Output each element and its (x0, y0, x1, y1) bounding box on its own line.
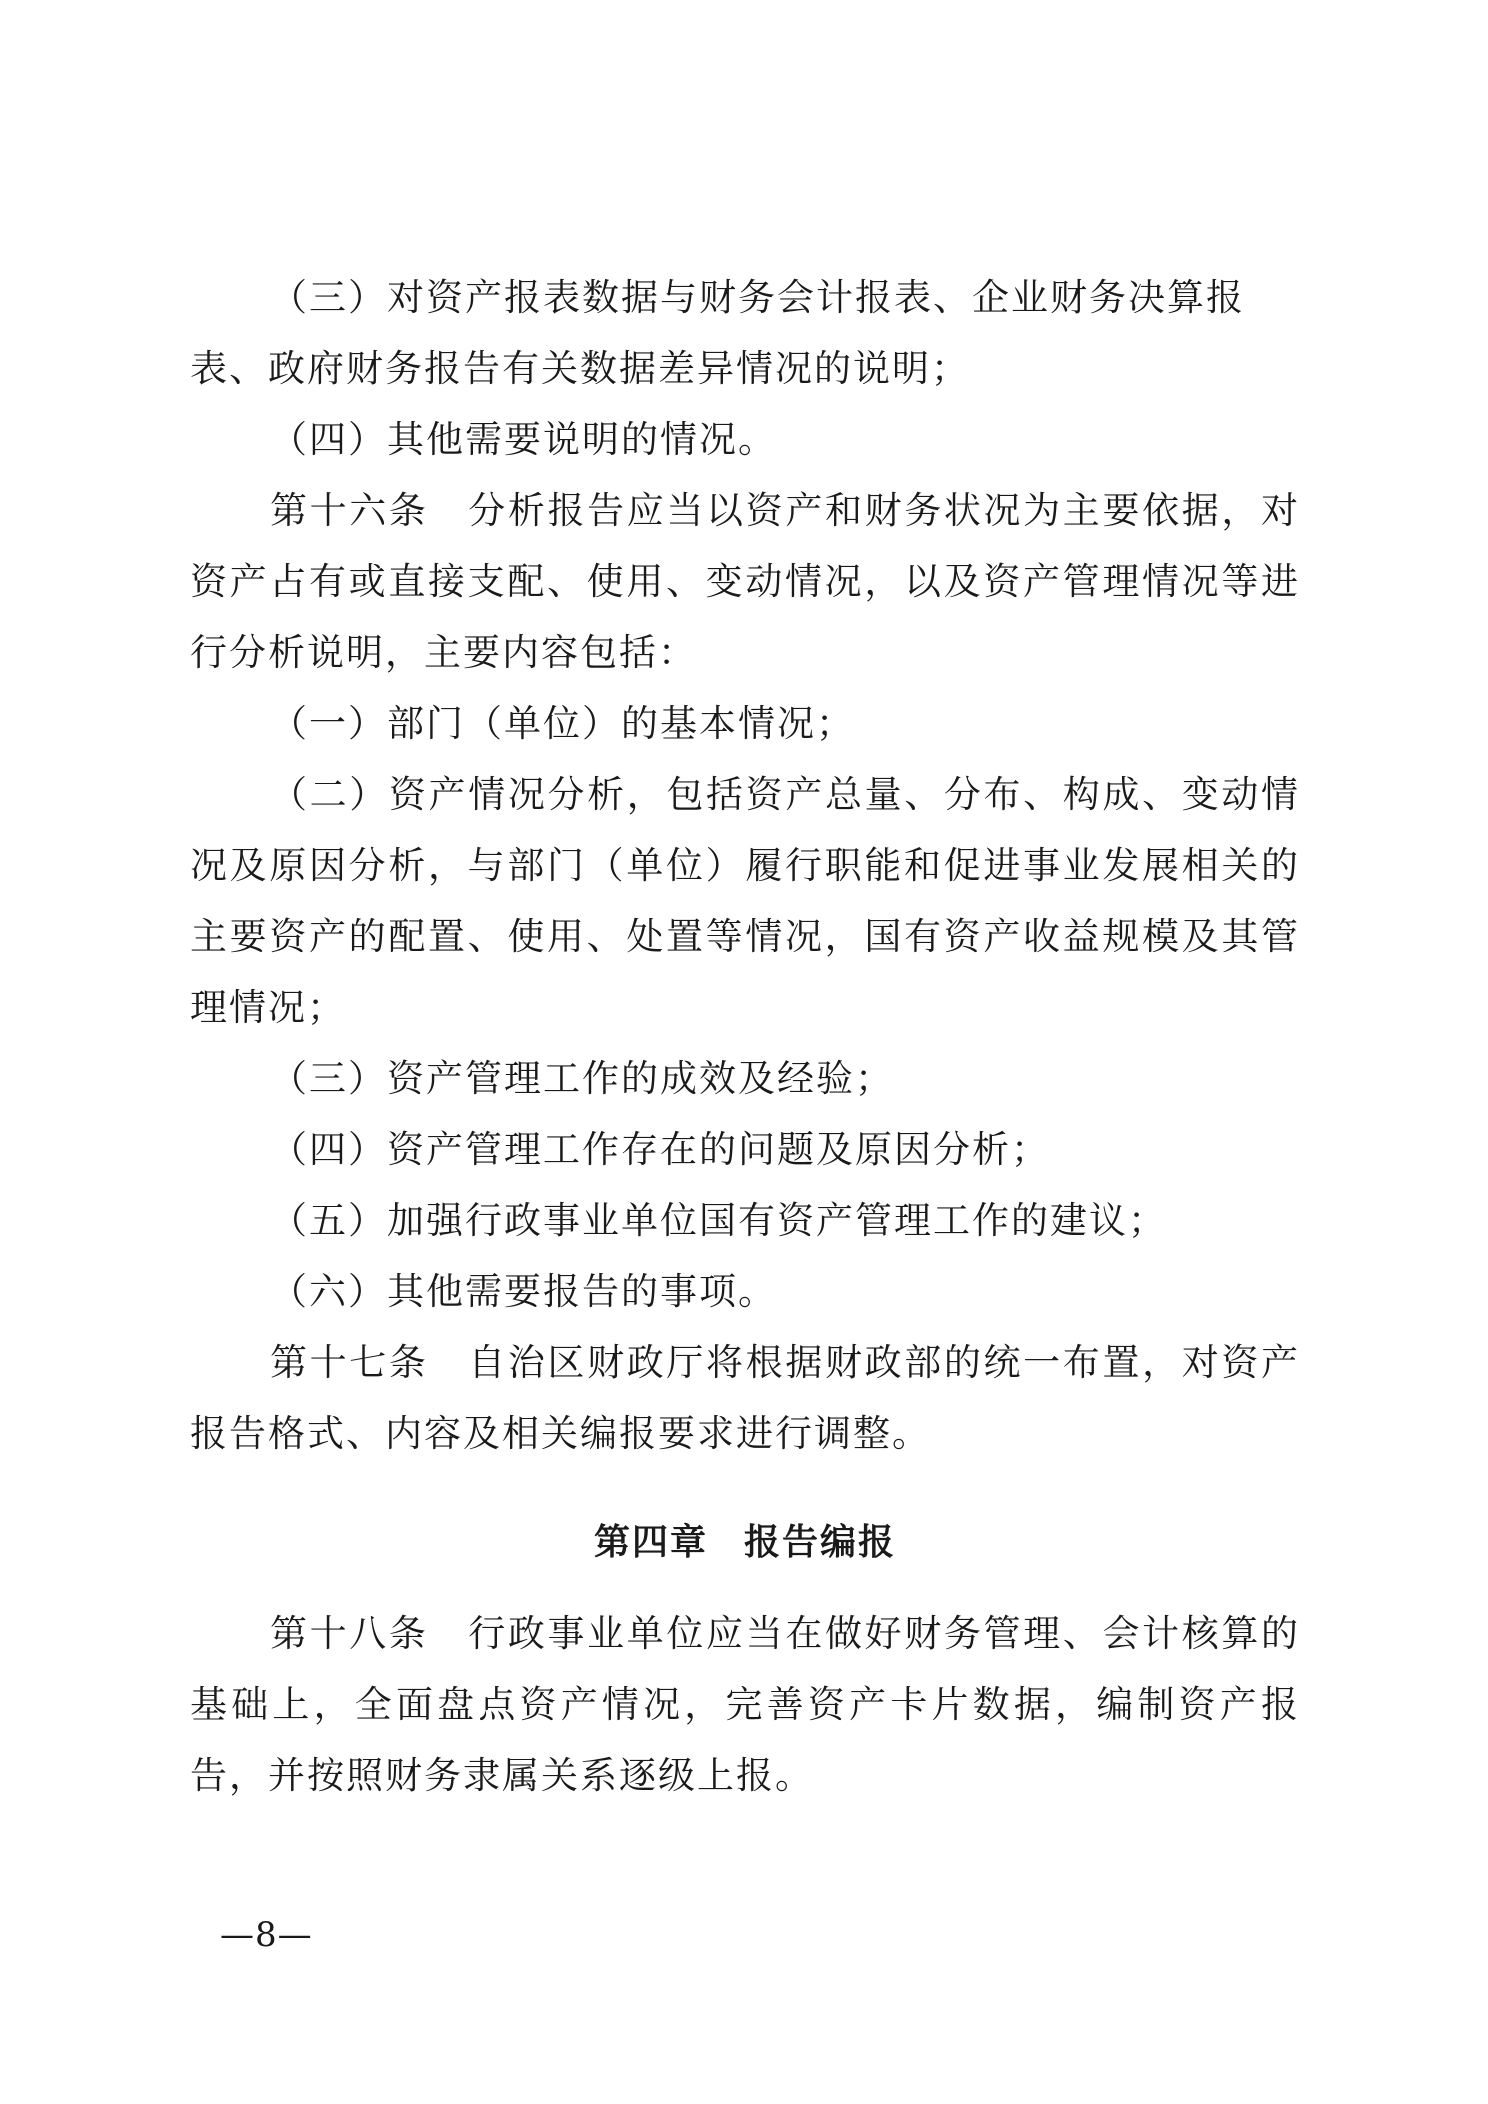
list-item-4: （四）资产管理工作存在的问题及原因分析； (270, 1128, 1050, 1171)
list-item-6: （六）其他需要报告的事项。 (270, 1270, 777, 1313)
list-item-1: （一）部门（单位）的基本情况； (270, 702, 855, 745)
chapter-heading (190, 1507, 1300, 1578)
chapter-number: 第四章 (593, 1522, 708, 1563)
article-16: 第十六条 分析报告应当以资产和财务状况为主要依据，对资产占有或直接支配、使用、变动情况，以及资产管理情况等进行分析说明，主要内容包括： (190, 489, 1300, 674)
list-item-3: （三）资产管理工作的成效及经验； (270, 1057, 894, 1100)
list-item-2: （二）资产情况分析，包括资产总量、分布、构成、变动情况及原因分析，与部门（单位）履行职能和促进事业发展相关的主要资产的配置、使用、处置等情况，国有资产收益规模及其管理情况； (190, 773, 1300, 1029)
paragraph-item-4: （四）其他需要说明的情况。 (270, 418, 777, 461)
list-item-5: （五）加强行政事业单位国有资产管理工作的建议； (270, 1199, 1167, 1242)
chapter-title: 报告编报 (744, 1522, 897, 1563)
paragraph-item-3: （三）对资产报表数据与财务会计报表、企业财务决算报表、政府财务报告有关数据差异情况的说明； (190, 276, 1245, 390)
page-number: —8— (220, 1915, 313, 1955)
article-17: 第十七条 自治区财政厅将根据财政部的统一布置，对资产报告格式、内容及相关编报要求进行调整。 (190, 1341, 1300, 1455)
article-18: 第十八条 行政事业单位应当在做好财务管理、会计核算的基础上，全面盘点资产情况，完善资产卡片数据，编制资产报告，并按照财务隶属关系逐级上报。 (190, 1612, 1300, 1797)
body-text (190, 262, 1300, 1811)
